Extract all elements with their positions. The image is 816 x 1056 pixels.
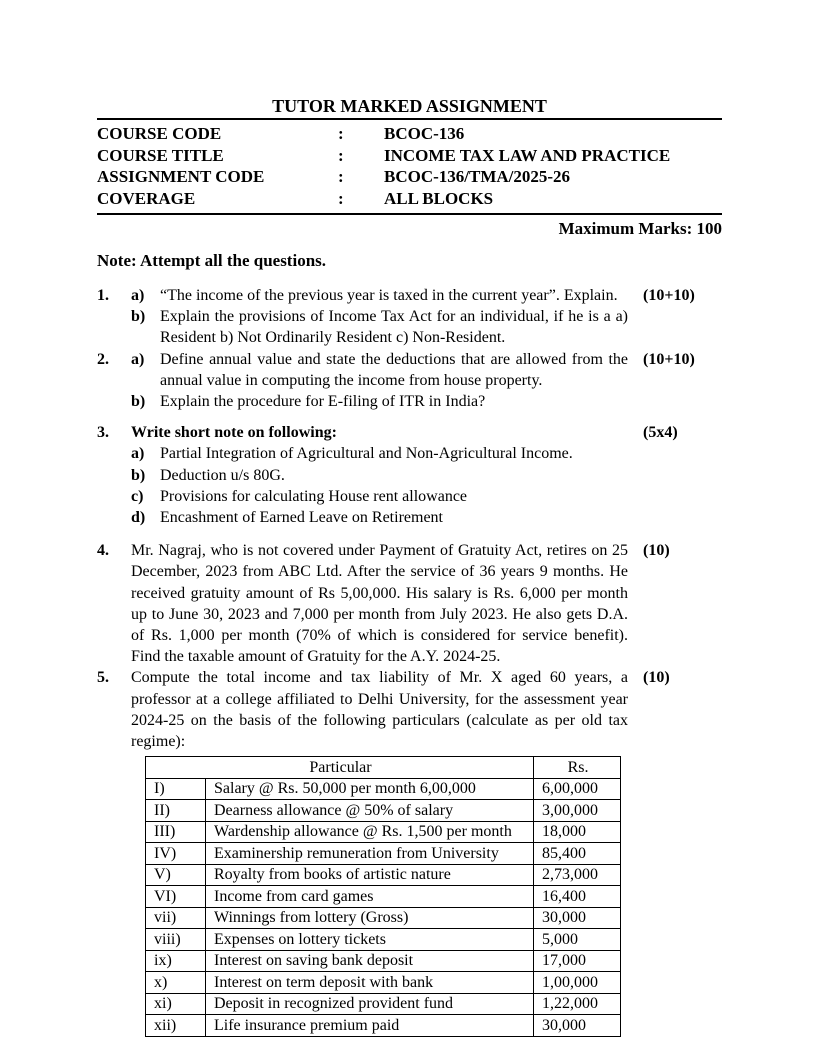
course-code-row [97,123,722,145]
row-particular: Dearness allowance @ 50% of salary [206,800,534,822]
table-header-row [146,757,621,779]
row-sno: II) [146,800,206,822]
row-particular: Deposit in recognized provident fund [206,993,534,1015]
row-sno: V) [146,864,206,886]
row-particular: Royalty from books of artistic nature [206,864,534,886]
question-number: 2. [97,350,109,368]
part-text: Define annual value and state the deductions that are allowed from the annual value in computing the income from house property. [160,350,628,389]
question-part-c [131,486,628,507]
row-amount: 1,22,000 [534,993,621,1015]
part-text: Provisions for calculating House rent allowance [160,487,468,505]
part-text: Deduction u/s 80G. [160,466,285,484]
course-info-block [97,118,722,215]
question-part-b [131,306,628,348]
question-1 [97,285,722,349]
row-particular: Interest on saving bank deposit [206,950,534,972]
part-letter: b) [131,393,146,411]
row-amount: 30,000 [534,907,621,929]
question-number: 1. [97,287,109,304]
question-marks: (10) [643,542,670,560]
table-row [146,864,621,886]
question-text: Mr. Nagraj, who is not covered under Payment of Gratuity Act, retires on 25 December, 2023 from ABC Ltd. After the service of 36 years 9 months. He received gratuity amount of Rs 5,00,000. His salary is Rs. 6,000 per month up to June 30, 2023 and 7,000 per month from July 2023. He also gets D.A. of Rs. 1,000 per month (70% of which is considered for service benefit). Find the taxable amount of Gratuity for the A.Y. 2024-25. [131,542,628,666]
question-part-d [131,507,628,528]
table-row [146,886,621,908]
question-part-b [131,391,628,412]
row-amount: 30,000 [534,1015,621,1037]
row-particular: Winnings from lottery (Gross) [206,907,534,929]
particular-header: Particular [146,757,534,779]
row-amount: 1,00,000 [534,972,621,994]
row-sno: xii) [146,1015,206,1037]
table-row [146,929,621,951]
question-part-a [131,349,628,391]
row-amount: 3,00,000 [534,800,621,822]
amount-header: Rs. [534,757,621,779]
question-body [131,285,628,349]
question-part-b [131,465,628,486]
question-part-a [131,285,628,306]
row-amount: 2,73,000 [534,864,621,886]
question-marks: (10) [643,669,670,687]
assignment-code-label: ASSIGNMENT CODE [97,167,265,186]
table-row [146,843,621,865]
part-letter: a) [131,445,145,463]
question-body [131,349,628,413]
part-letter: d) [131,509,146,527]
table-row [146,950,621,972]
separator-colon: : [338,188,344,208]
row-particular: Expenses on lottery tickets [206,929,534,951]
row-particular: Salary @ Rs. 50,000 per month 6,00,000 [206,778,534,800]
question-number: 3. [97,424,109,442]
part-text: Explain the provisions of Income Tax Act for an individual, if he is a a) Resident b) Not Ordinarily Resident c) Non-Resident. [160,308,628,347]
part-text: Partial Integration of Agricultural and Non-Agricultural Income. [160,445,573,463]
part-letter: a) [131,287,145,304]
question-5 [97,667,722,752]
row-particular: Examinership remuneration from University [206,843,534,865]
assignment-code-value: BCOC-136/TMA/2025-26 [384,167,571,186]
question-3 [97,422,722,528]
row-amount: 16,400 [534,886,621,908]
question-body [131,667,628,752]
question-marks: (10+10) [643,350,695,368]
question-body [131,540,628,667]
row-sno: vii) [146,907,206,929]
table-row [146,778,621,800]
coverage-label: COVERAGE [97,188,196,208]
separator-colon: : [338,145,344,165]
question-body [131,422,628,528]
question-text: Compute the total income and tax liability of Mr. X aged 60 years, a professor at a college affiliated to Delhi University, for the assessment year 2024-25 on the basis of the following particulars (calculate as per old tax regime): [131,669,628,751]
assignment-code-row [97,166,722,188]
row-sno: xi) [146,993,206,1015]
question-heading: Write short note on following: [131,424,337,442]
part-letter: b) [131,466,146,484]
course-title-row [97,145,722,167]
page-title: TUTOR MARKED ASSIGNMENT [272,96,547,116]
table-row [146,907,621,929]
table-row [146,800,621,822]
course-code-label: COURSE CODE [97,124,222,143]
particulars-table [145,756,621,1037]
row-particular: Income from card games [206,886,534,908]
part-text: Explain the procedure for E-filing of ITR in India? [160,393,486,411]
particulars-table-wrap [145,756,722,1037]
question-number: 5. [97,669,109,687]
course-title-label: COURSE TITLE [97,145,224,165]
questions-section [97,285,722,1037]
row-amount: 85,400 [534,843,621,865]
question-marks: (5x4) [643,424,678,442]
part-text: Encashment of Earned Leave on Retirement [160,509,443,527]
part-letter: a) [131,350,145,368]
table-row [146,972,621,994]
coverage-value: ALL BLOCKS [384,188,494,208]
row-particular: Life insurance premium paid [206,1015,534,1037]
coverage-row [97,188,722,210]
table-row [146,821,621,843]
question-4 [97,540,722,667]
question-part-a [131,443,628,464]
row-particular: Interest on term deposit with bank [206,972,534,994]
row-particular: Wardenship allowance @ Rs. 1,500 per month [206,821,534,843]
note-text: Note: Attempt all the questions. [97,251,327,270]
table-row [146,1015,621,1037]
row-sno: III) [146,821,206,843]
course-title-value: INCOME TAX LAW AND PRACTICE [384,145,671,165]
question-2 [97,349,722,413]
course-code-value: BCOC-136 [384,124,465,143]
row-sno: IV) [146,843,206,865]
table-row [146,993,621,1015]
row-amount: 5,000 [534,929,621,951]
row-sno: I) [146,778,206,800]
separator-colon: : [338,124,344,143]
separator-colon: : [338,167,344,186]
question-number: 4. [97,542,109,560]
question-marks: (10+10) [643,287,695,304]
row-sno: viii) [146,929,206,951]
row-sno: VI) [146,886,206,908]
row-amount: 18,000 [534,821,621,843]
part-letter: c) [131,487,144,505]
maximum-marks: Maximum Marks: 100 [558,219,722,238]
row-amount: 6,00,000 [534,778,621,800]
part-text: “The income of the previous year is taxed in the current year”. Explain. [160,287,618,304]
row-amount: 17,000 [534,950,621,972]
row-sno: ix) [146,950,206,972]
row-sno: x) [146,972,206,994]
part-letter: b) [131,308,146,326]
